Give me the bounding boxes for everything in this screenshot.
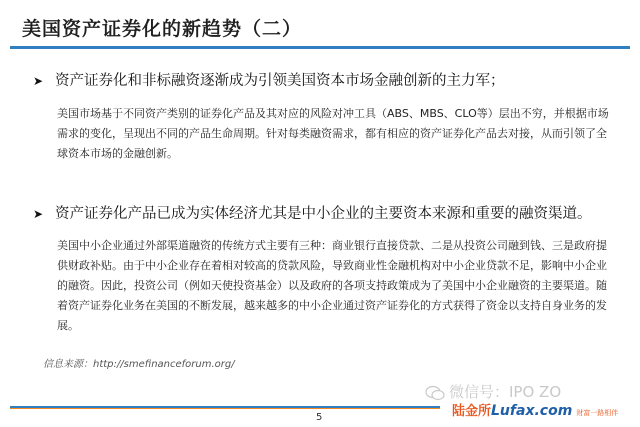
bullet-heading-2 — [33, 205, 623, 223]
wechat-icon — [425, 385, 445, 401]
slide-title: 美国资产证券化的新趋势（二） — [22, 18, 303, 40]
arrow-bullet-icon: ➤ — [33, 74, 44, 88]
page-number: 5 — [316, 412, 323, 423]
arrow-bullet-icon: ➤ — [33, 207, 44, 221]
bullet-heading-1-text: 资产证券化和非标融资逐渐成为引领美国资本市场金融创新的主力军； — [55, 73, 505, 89]
bullet-heading-2-text: 资产证券化产品已成为实体经济尤其是中小企业的主要资本来源和重要的融资渠道。 — [55, 206, 592, 222]
company-logo — [452, 400, 627, 420]
bullet-body-2: 美国中小企业通过外部渠道融资的传统方式主要有三种：商业银行直接贷款、二是从投资公司融到钱、三是政府提供财政补贴。由于中小企业存在着相对较高的贷款风险，导致商业性金融机构对中小企业贷款不足，影响中小企业的融资。因此，投资公司（例如天使投资基金）以及政府的各项支持政策成为了美国中小企业融资的主要渠道。随着资产证券化业务在美国的不断发展，越来越多的中小企业通过资产证券化的方式获得了资金以支持自身业务的发展。 — [57, 239, 607, 332]
bullet-heading-1 — [33, 72, 623, 90]
source-note: 信息来源：http://smefinanceforum.org/ — [43, 359, 235, 370]
watermark-text: 微信号：IPO ZO — [449, 383, 562, 401]
logo-tagline: 财富一路相伴 — [576, 409, 619, 417]
logo-cn: 陆金所 — [452, 404, 492, 419]
footer-divider-accent — [10, 408, 440, 409]
logo-en: Lufax.com — [491, 403, 573, 419]
bullet-body-1: 美国市场基于不同资产类别的证券化产品及其对应的风险对冲工具（ABS、MBS、CLO等）层出不穷，并根据市场需求的变化，呈现出不同的产品生命周期。针对每类融资需求，都有相应的资产证券化产品去对接，从而引领了全球资本市场的金融创新。 — [57, 107, 609, 160]
title-divider — [10, 46, 630, 49]
